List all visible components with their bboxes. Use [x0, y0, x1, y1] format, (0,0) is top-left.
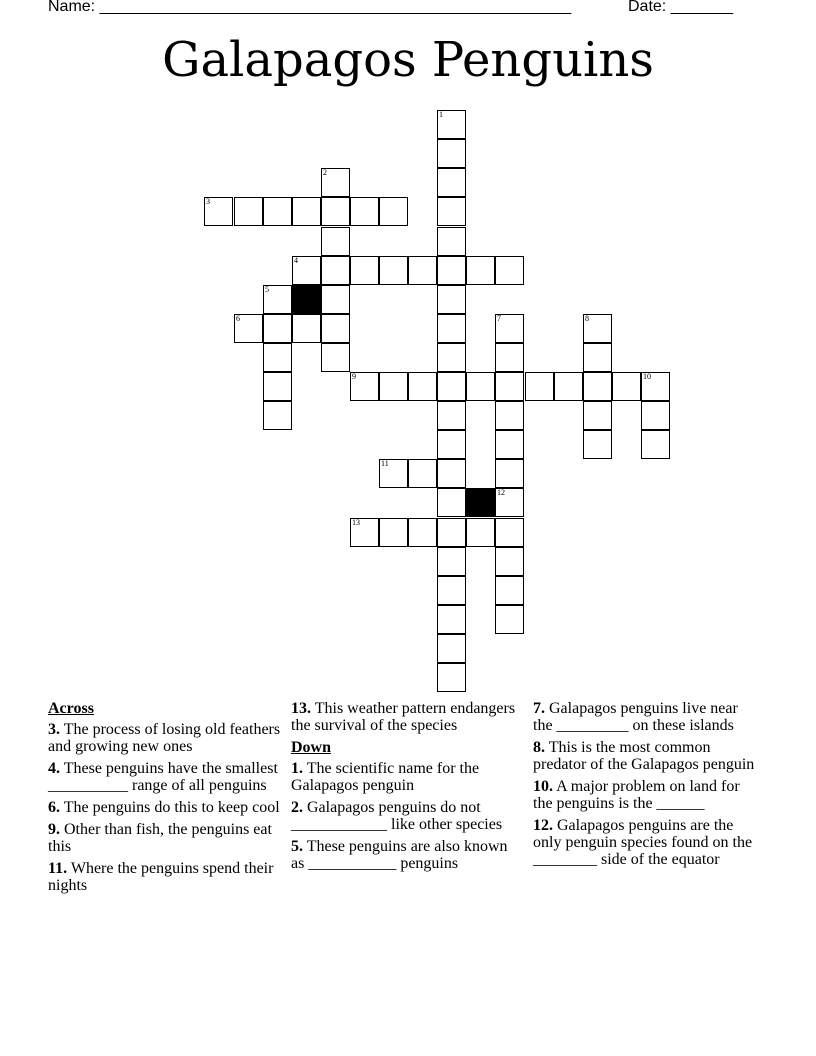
grid-cell[interactable]	[437, 110, 466, 139]
grid-cell[interactable]	[350, 256, 379, 285]
grid-cell[interactable]	[437, 547, 466, 576]
grid-cell[interactable]	[321, 314, 350, 343]
clue-text: These penguins have the smallest __________ range of all penguins	[48, 760, 278, 794]
grid-cell[interactable]	[583, 430, 612, 459]
grid-cell[interactable]	[495, 459, 524, 488]
grid-cell[interactable]	[379, 197, 408, 226]
grid-cell[interactable]	[321, 256, 350, 285]
name-field	[48, 0, 571, 16]
grid-cell[interactable]	[437, 314, 466, 343]
grid-cell[interactable]	[263, 343, 292, 372]
clue-across-13	[291, 700, 523, 734]
clue-number: 12.	[533, 817, 553, 834]
clue-number-label: 6	[236, 314, 240, 323]
grid-cell[interactable]	[641, 401, 670, 430]
grid-cell[interactable]	[466, 372, 495, 401]
clue-number-label: 1	[439, 110, 443, 119]
clue-number: 13.	[291, 700, 311, 717]
grid-cell[interactable]	[379, 518, 408, 547]
clue-across-6	[48, 799, 284, 816]
date-label: Date:	[628, 0, 667, 15]
clue-number-label: 8	[585, 314, 589, 323]
grid-cell[interactable]	[204, 197, 233, 226]
clue-down-1	[291, 760, 523, 794]
grid-cell[interactable]	[321, 343, 350, 372]
grid-cell[interactable]	[321, 168, 350, 197]
clue-text: This weather pattern endangers the survival of the species	[291, 700, 516, 734]
clue-text: Galapagos penguins do not ____________ like other species	[291, 799, 503, 833]
date-line[interactable]: _______	[670, 0, 733, 15]
clue-across-4	[48, 760, 284, 794]
grid-cell[interactable]	[437, 227, 466, 256]
grid-cell[interactable]	[495, 605, 524, 634]
grid-cell[interactable]	[350, 372, 379, 401]
grid-cell[interactable]	[583, 401, 612, 430]
grid-cell[interactable]	[437, 401, 466, 430]
clue-text: The penguins do this to keep cool	[63, 799, 280, 816]
grid-cell[interactable]	[292, 197, 321, 226]
grid-cell[interactable]	[641, 372, 670, 401]
grid-cell[interactable]	[495, 372, 524, 401]
clue-number: 4.	[48, 760, 60, 777]
grid-cell[interactable]	[583, 372, 612, 401]
grid-cell[interactable]	[495, 518, 524, 547]
clue-number: 3.	[48, 721, 60, 738]
grid-cell[interactable]	[495, 430, 524, 459]
grid-cell[interactable]	[466, 256, 495, 285]
grid-cell[interactable]	[437, 605, 466, 634]
clue-down-8	[533, 739, 758, 773]
grid-cell[interactable]	[292, 314, 321, 343]
grid-cell[interactable]	[437, 372, 466, 401]
grid-cell[interactable]	[437, 430, 466, 459]
grid-cell[interactable]	[495, 401, 524, 430]
date-field	[628, 0, 733, 16]
grid-cell[interactable]	[437, 488, 466, 517]
grid-cell[interactable]	[583, 314, 612, 343]
clue-number-label: 7	[497, 314, 501, 323]
clue-number-label: 13	[352, 518, 360, 527]
grid-cell[interactable]	[379, 372, 408, 401]
grid-cell[interactable]	[437, 168, 466, 197]
clue-number-label: 2	[323, 168, 327, 177]
grid-cell[interactable]	[379, 256, 408, 285]
down-heading: Down	[291, 739, 332, 756]
clue-number-label: 9	[352, 372, 356, 381]
grid-cell[interactable]	[234, 197, 263, 226]
grid-cell[interactable]	[437, 343, 466, 372]
clue-number: 7.	[533, 700, 545, 717]
grid-cell[interactable]	[641, 430, 670, 459]
clue-text: Where the penguins spend their nights	[48, 860, 274, 894]
grid-cell[interactable]	[495, 314, 524, 343]
grid-cell[interactable]	[437, 256, 466, 285]
clue-number-label: 4	[294, 256, 298, 265]
clue-across-9	[48, 821, 284, 855]
clue-number-label: 12	[497, 488, 505, 497]
clue-text: Other than fish, the penguins eat this	[48, 821, 272, 855]
clue-across-11	[48, 860, 284, 894]
grid-cell[interactable]	[321, 227, 350, 256]
clue-text: A major problem on land for the penguins is the ______	[533, 778, 740, 812]
clue-down-7	[533, 700, 758, 734]
grid-cell[interactable]	[263, 401, 292, 430]
grid-cell[interactable]	[263, 314, 292, 343]
clue-number: 1.	[291, 760, 303, 777]
grid-cell[interactable]	[437, 576, 466, 605]
clue-number: 2.	[291, 799, 303, 816]
clue-text: Galapagos penguins live near the _________ on these islands	[533, 700, 738, 734]
clue-down-2	[291, 799, 523, 833]
clue-number-label: 5	[265, 285, 269, 294]
clue-number: 10.	[533, 778, 553, 795]
clue-column-2	[291, 700, 523, 877]
grid-cell[interactable]	[554, 372, 583, 401]
grid-cell[interactable]	[495, 576, 524, 605]
clue-text: The scientific name for the Galapagos penguin	[291, 760, 480, 794]
clue-text: The process of losing old feathers and growing new ones	[48, 721, 281, 755]
name-line[interactable]: _____________________________________________________	[99, 0, 572, 15]
clue-number-label: 10	[643, 372, 651, 381]
grid-cell[interactable]	[437, 197, 466, 226]
clue-down-10	[533, 778, 758, 812]
grid-cell[interactable]	[437, 634, 466, 663]
grid-cell[interactable]	[437, 459, 466, 488]
grid-cell[interactable]	[408, 256, 437, 285]
grid-cell[interactable]	[263, 197, 292, 226]
grid-block	[466, 488, 495, 517]
clue-number: 8.	[533, 739, 545, 756]
grid-cell[interactable]	[234, 314, 263, 343]
clue-number-label: 3	[206, 197, 210, 206]
clue-number-label: 11	[381, 459, 389, 468]
grid-cell[interactable]	[350, 518, 379, 547]
grid-cell[interactable]	[263, 372, 292, 401]
grid-cell[interactable]	[321, 197, 350, 226]
grid-cell[interactable]	[321, 285, 350, 314]
grid-cell[interactable]	[408, 518, 437, 547]
grid-cell[interactable]	[495, 547, 524, 576]
page-title: Galapagos Penguins	[162, 32, 654, 88]
grid-cell[interactable]	[437, 285, 466, 314]
clue-down-5	[291, 838, 523, 872]
grid-cell[interactable]	[408, 372, 437, 401]
clue-number: 11.	[48, 860, 68, 877]
clue-text: Galapagos penguins are the only penguin species found on the ________ side of the equator	[533, 817, 753, 868]
grid-cell[interactable]	[263, 285, 292, 314]
grid-cell[interactable]	[379, 459, 408, 488]
clue-text: This is the most common predator of the Galapagos penguin	[533, 739, 755, 773]
grid-cell[interactable]	[437, 663, 466, 692]
clue-column-1	[48, 700, 284, 899]
grid-block	[292, 285, 321, 314]
grid-cell[interactable]	[292, 256, 321, 285]
across-heading: Across	[48, 700, 94, 717]
grid-cell[interactable]	[437, 518, 466, 547]
grid-cell[interactable]	[350, 197, 379, 226]
clue-column-3	[533, 700, 758, 873]
clue-text: These penguins are also known as ___________ penguins	[291, 838, 508, 872]
grid-cell[interactable]	[466, 518, 495, 547]
grid-cell[interactable]	[437, 139, 466, 168]
grid-cell[interactable]	[408, 459, 437, 488]
grid-cell[interactable]	[583, 343, 612, 372]
name-label: Name:	[48, 0, 96, 15]
clue-across-3	[48, 721, 284, 755]
clue-down-12	[533, 817, 758, 868]
grid-cell[interactable]	[495, 488, 524, 517]
grid-cell[interactable]	[612, 372, 641, 401]
clue-number: 5.	[291, 838, 303, 855]
grid-cell[interactable]	[495, 256, 524, 285]
grid-cell[interactable]	[495, 343, 524, 372]
clue-number: 6.	[48, 799, 60, 816]
clue-number: 9.	[48, 821, 60, 838]
grid-cell[interactable]	[525, 372, 554, 401]
